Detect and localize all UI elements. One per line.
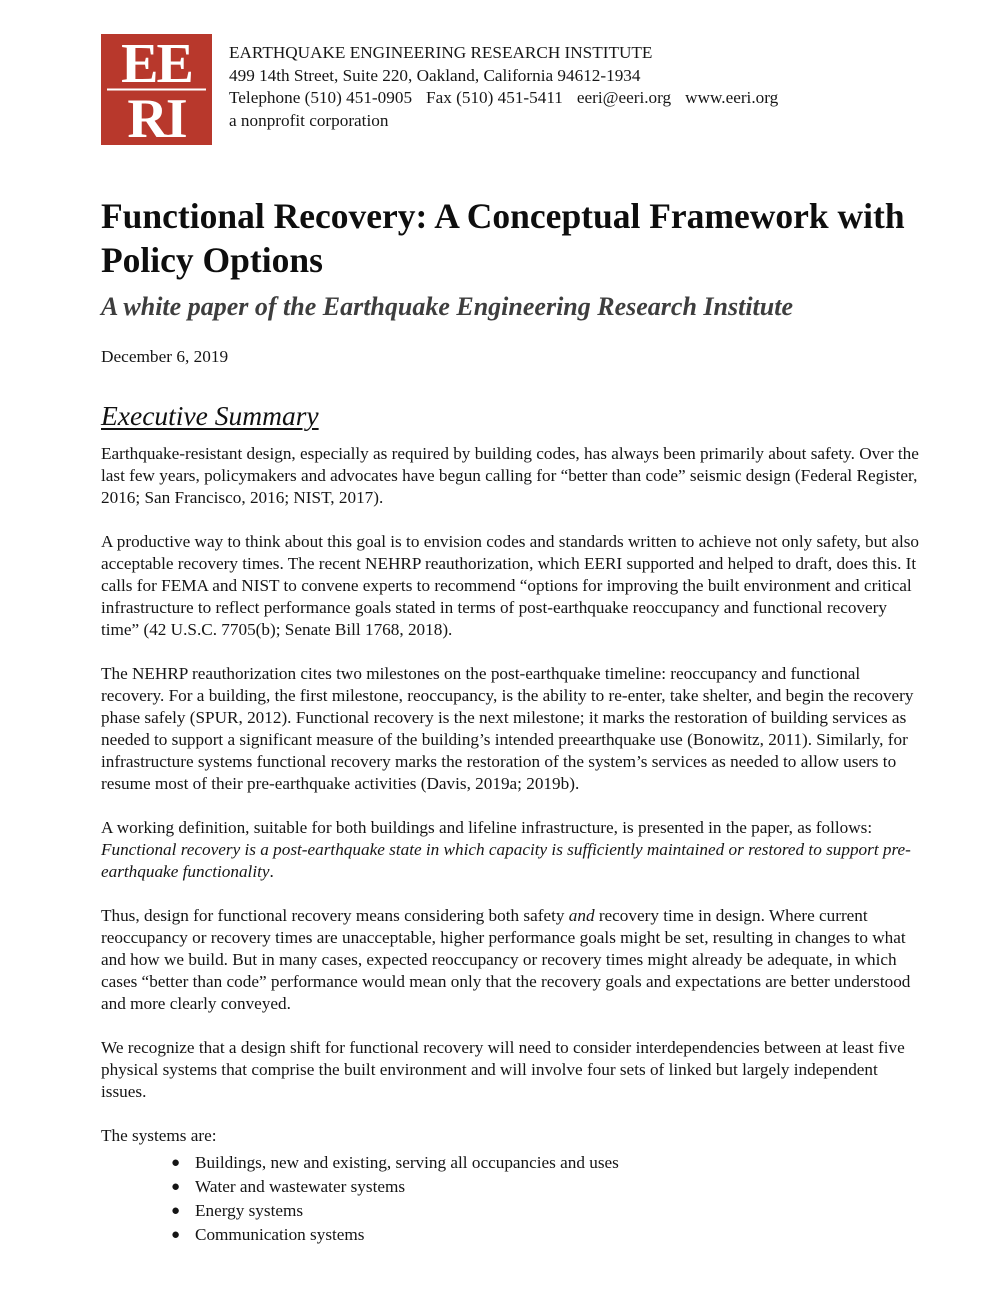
bullet-icon: ● [171, 1179, 181, 1195]
contact-line [229, 87, 778, 110]
list-item-text: Communication systems [195, 1225, 365, 1244]
paragraph-2: A productive way to think about this goal is to envision codes and standards written to achieve not only safety, but also acceptable recovery times. The recent NEHRP reauthorization, which EERI supported and helped to draft, does this. It calls for FEMA and NIST to convene experts to recommend “options for improving the built environment and critical infrastructure to reflect performance goals stated in terms of post-earthquake reoccupancy and functional recovery time” (42 U.S.C. 7705(b); Senate Bill 1768, 2018). [101, 532, 919, 639]
executive-summary-body [101, 443, 921, 1247]
eeri-logo [101, 34, 212, 145]
letterhead [229, 42, 778, 132]
paragraph-5-rest: recovery time in design. Where current reoccupancy or recovery times are unacceptable, higher performance goals might be set, resulting in changes to what and how we build. But in many cases, expected reoccupancy or recovery times might already be adequate, in which cases “better than code” performance would mean only that the recovery goals and expectations are better understood and more clearly conveyed. [101, 906, 911, 1013]
bullet-icon: ● [171, 1155, 181, 1171]
paragraph-5-emphasis: and [568, 906, 595, 925]
organization-name: EARTHQUAKE ENGINEERING RESEARCH INSTITUTE [229, 43, 653, 62]
list-item-text: Energy systems [195, 1201, 304, 1220]
paragraph-6: We recognize that a design shift for functional recovery will need to consider interdependencies between at least five physical systems that comprise the built environment and will involve four sets of linked but largely independent issues. [101, 1038, 905, 1101]
fax-number: Fax (510) 451-5411 [426, 88, 563, 107]
list-item-water [171, 1175, 921, 1199]
list-item-communication [171, 1223, 921, 1247]
eeri-logo-graphic [101, 34, 212, 145]
telephone-number: Telephone (510) 451-0905 [229, 88, 413, 107]
section-heading-executive-summary: Executive Summary [101, 400, 319, 431]
systems-list [101, 1151, 921, 1247]
paragraph-4-lead: A working definition, suitable for both buildings and lifeline infrastructure, is presented in the paper, as follows: [101, 818, 873, 837]
functional-recovery-definition: Functional recovery is a post-earthquake state in which capacity is sufficiently maintained or restored to support pre-earthquake functionality [101, 840, 911, 881]
systems-intro: The systems are: [101, 1126, 217, 1145]
document-subtitle: A white paper of the Earthquake Engineering Research Institute [101, 292, 793, 321]
document-title: Functional Recovery: A Conceptual Framework with Policy Options [101, 196, 905, 280]
paragraph-1: Earthquake-resistant design, especially as required by building codes, has always been primarily about safety. Over the last few years, policymakers and advocates have begun calling for “better than code” seismic design (Federal Register, 2016; San Francisco, 2016; NIST, 2017). [101, 444, 919, 507]
organization-address: 499 14th Street, Suite 220, Oakland, California 94612-1934 [229, 65, 641, 85]
list-item-text: Water and wastewater systems [195, 1177, 406, 1196]
website-url: www.eeri.org [685, 88, 779, 107]
logo-letters-bottom: RI [127, 88, 186, 145]
list-item-energy [171, 1199, 921, 1223]
paragraph-4-end: . [269, 862, 274, 881]
bullet-icon: ● [171, 1203, 181, 1219]
paragraph-4 [101, 817, 921, 883]
paragraph-5 [101, 905, 921, 1015]
email-address: eeri@eeri.org [576, 88, 672, 107]
paragraph-3: The NEHRP reauthorization cites two milestones on the post-earthquake timeline: reoccupancy and functional recovery. For a building, the first milestone, reoccupancy, is the ability to re-enter, take shelter, and begin the recovery phase safely (SPUR, 2012). Functional recovery is the next milestone; it marks the restoration of building services as needed to support a significant measure of the building’s intended preearthquake use (Bonowitz, 2011). Similarly, for infrastructure systems functional recovery marks the restoration of the system’s services as needed to allow users to resume most of their pre-earthquake activities (Davis, 2019a; 2019b). [101, 664, 914, 793]
document-date: December 6, 2019 [101, 347, 229, 366]
logo-letters-top: EE [121, 34, 192, 95]
list-item-text: Buildings, new and existing, serving all occupancies and uses [195, 1153, 619, 1172]
organization-tagline: a nonprofit corporation [229, 110, 389, 130]
bullet-icon: ● [171, 1227, 181, 1243]
list-item-buildings [171, 1151, 921, 1175]
paragraph-5-lead: Thus, design for functional recovery means considering both safety [101, 906, 569, 925]
